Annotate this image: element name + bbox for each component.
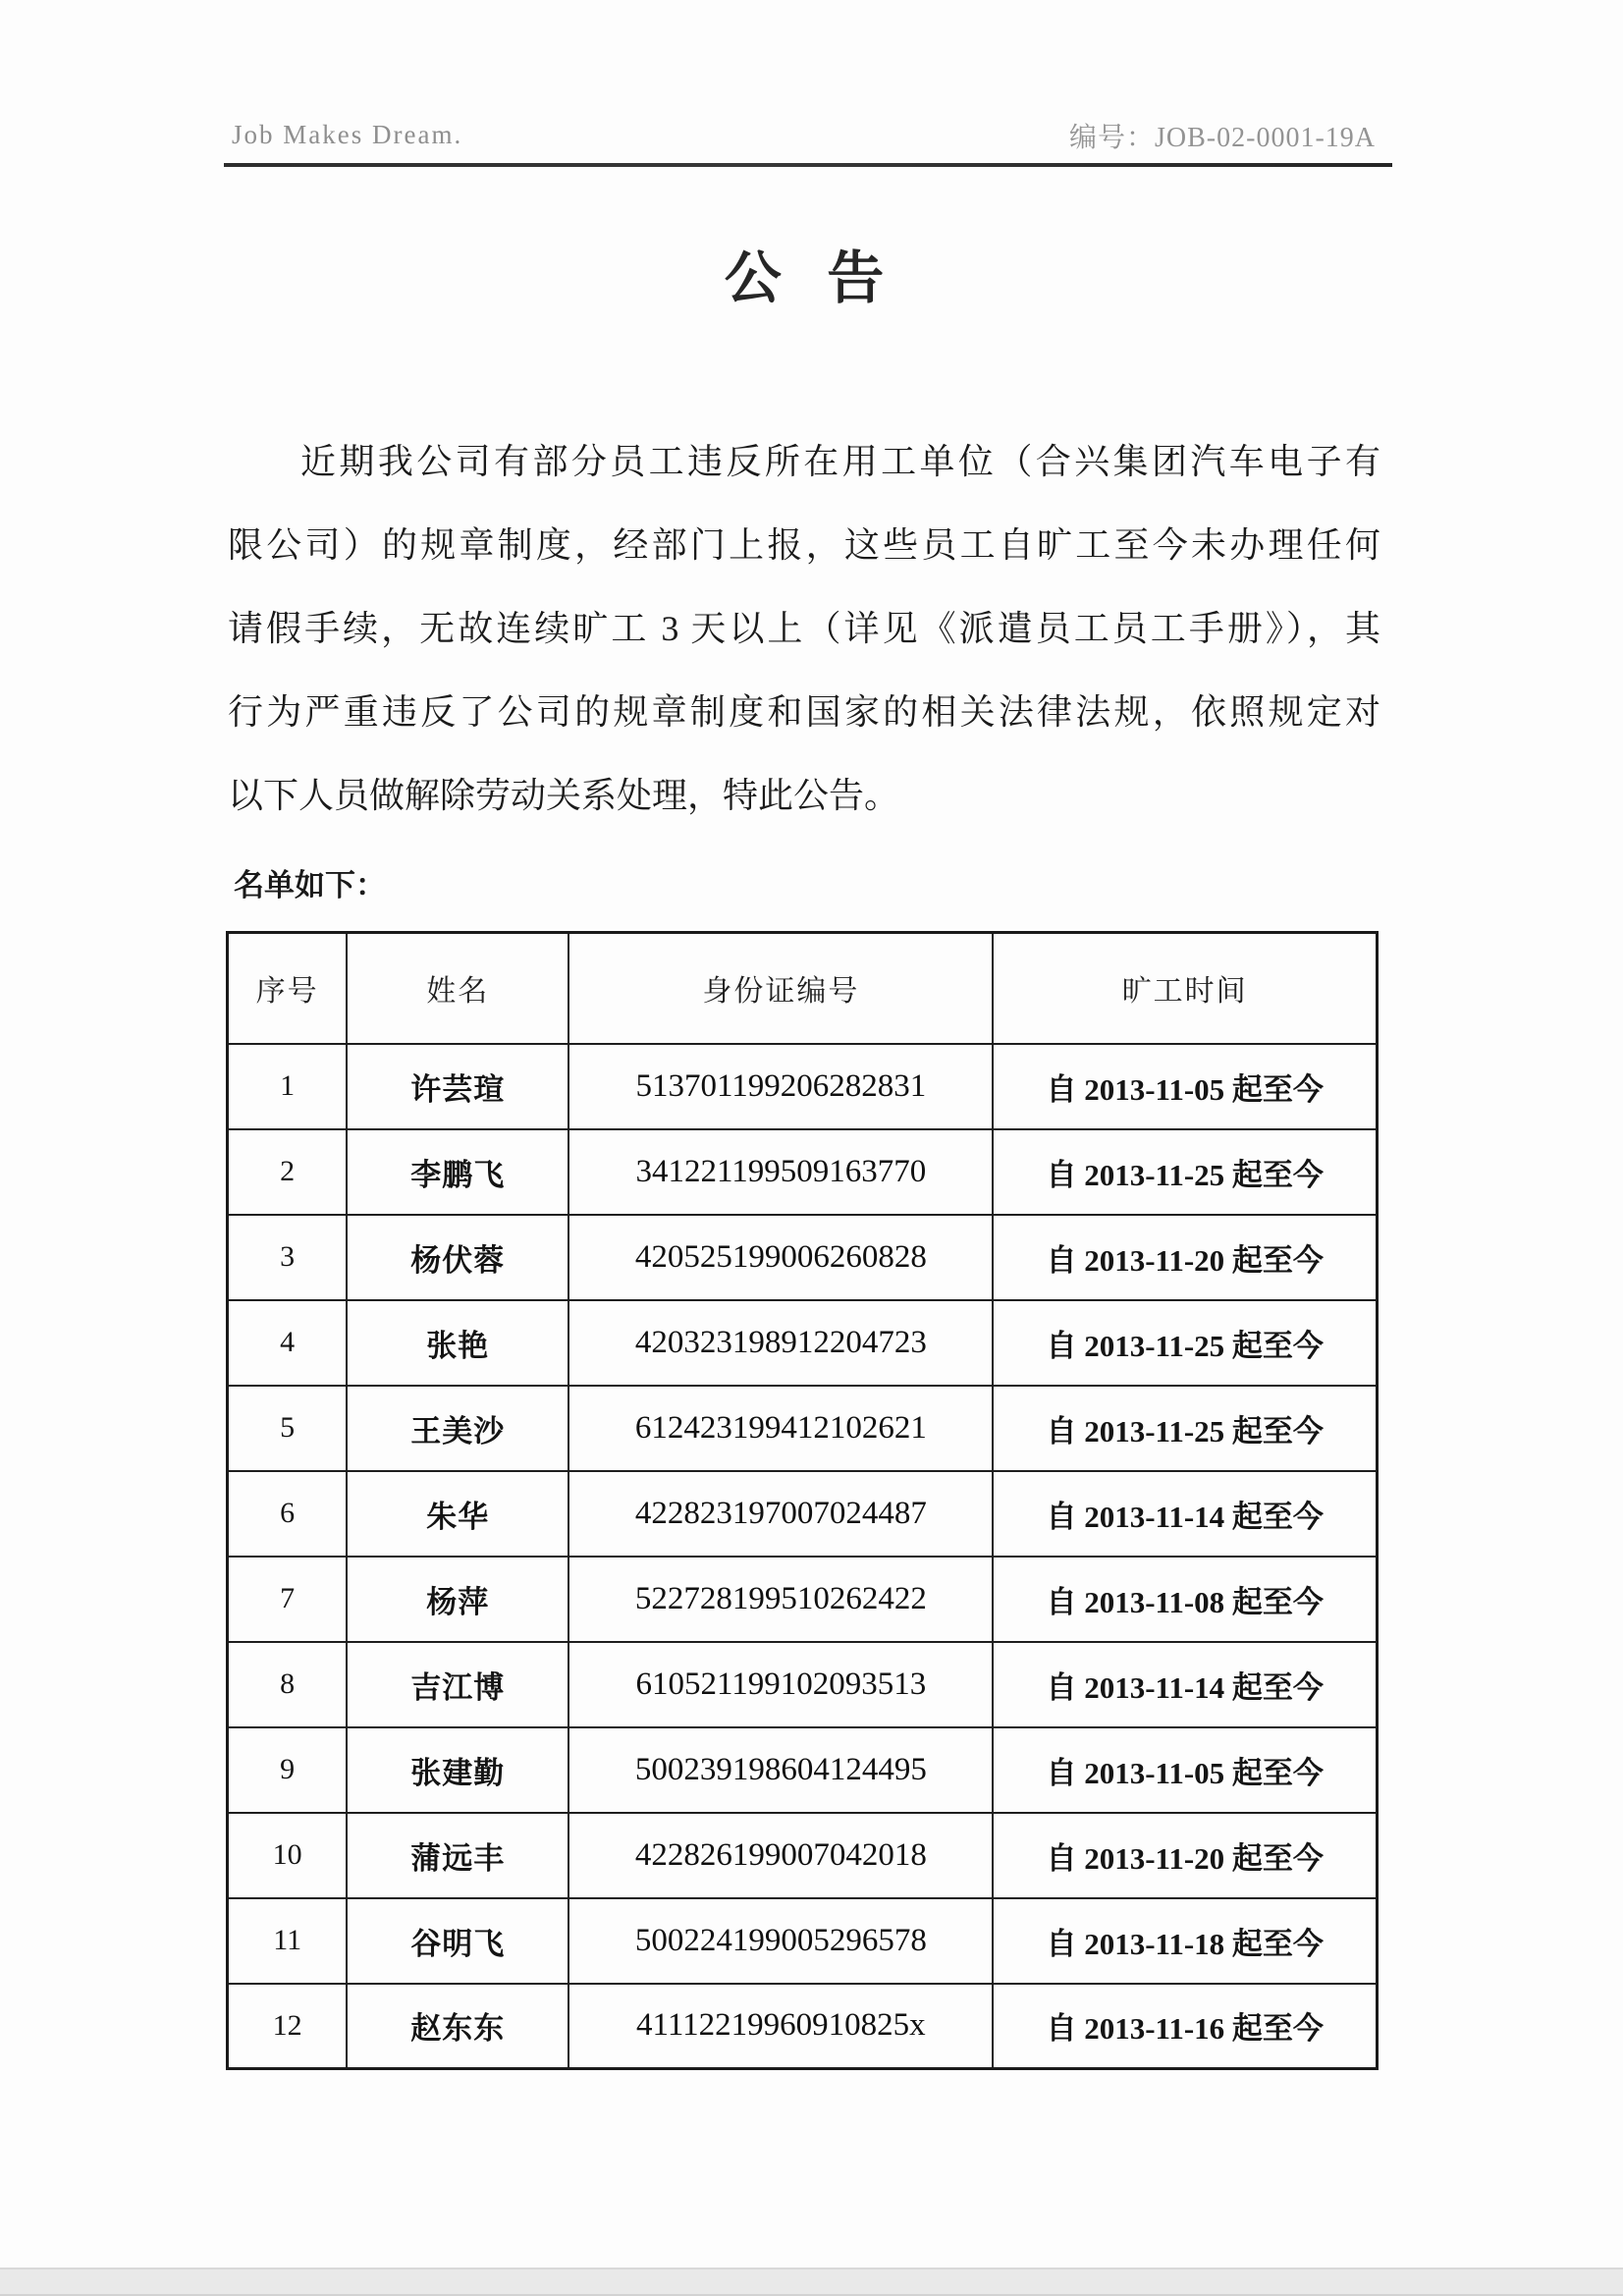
cell-name: 王美沙 [347,1386,568,1471]
cell-name: 李鹏飞 [347,1129,568,1215]
roster-table [226,931,1379,2070]
table-header-cell: 姓名 [347,933,568,1044]
cell-name: 蒲远丰 [347,1813,568,1898]
cell-id: 420323198912204723 [568,1300,993,1386]
header-doc-number: 编号：JOB-02-0001-19A [1069,123,1376,153]
cell-serial: 5 [228,1386,348,1471]
paragraph-line: 请假手续，无故连续旷工 3 天以上（详见《派遣员工员工手册》），其 [228,609,1380,648]
table-row [228,1471,1378,1557]
page-title: 公 告 [724,246,885,310]
table-row [228,1727,1378,1813]
cell-period: 自 2013-11-25 起至今 [993,1300,1377,1386]
cell-id: 522728199510262422 [568,1557,993,1642]
cell-name: 许芸瑄 [347,1044,568,1129]
cell-period: 自 2013-11-18 起至今 [993,1898,1377,1984]
cell-id: 422823197007024487 [568,1471,993,1557]
cell-name: 谷明飞 [347,1898,568,1984]
cell-serial: 11 [228,1898,348,1984]
cell-serial: 3 [228,1215,348,1300]
cell-id: 420525199006260828 [568,1215,993,1300]
cell-id: 500239198604124495 [568,1727,993,1813]
paragraph-line: 近期我公司有部分员工违反所在用工单位（合兴集团汽车电子有 [300,442,1380,481]
header-slogan: Job Makes Dream. [232,120,463,149]
cell-name: 吉江博 [347,1642,568,1727]
cell-id: 341221199509163770 [568,1129,993,1215]
cell-period: 自 2013-11-05 起至今 [993,1727,1377,1813]
paragraph-line: 以下人员做解除劳动关系处理，特此公告。 [228,776,900,815]
cell-period: 自 2013-11-25 起至今 [993,1129,1377,1215]
cell-name: 张建勤 [347,1727,568,1813]
roster-list-label: 名单如下： [234,868,386,902]
table-header-cell: 身份证编号 [568,933,993,1044]
scan-bottom-edge [0,2268,1623,2296]
cell-period: 自 2013-11-14 起至今 [993,1471,1377,1557]
body-paragraph [228,420,1380,838]
table-row [228,1984,1378,2069]
cell-id: 422826199007042018 [568,1813,993,1898]
table-row [228,1215,1378,1300]
cell-serial: 9 [228,1727,348,1813]
table-row [228,1044,1378,1129]
table-row [228,1898,1378,1984]
cell-period: 自 2013-11-20 起至今 [993,1813,1377,1898]
cell-serial: 2 [228,1129,348,1215]
cell-period: 自 2013-11-14 起至今 [993,1642,1377,1727]
table-row [228,1642,1378,1727]
table-header-cell: 旷工时间 [993,933,1377,1044]
table-row [228,1300,1378,1386]
cell-period: 自 2013-11-16 起至今 [993,1984,1377,2069]
table-row [228,1557,1378,1642]
cell-name: 张艳 [347,1300,568,1386]
cell-period: 自 2013-11-08 起至今 [993,1557,1377,1642]
cell-serial: 10 [228,1813,348,1898]
cell-period: 自 2013-11-20 起至今 [993,1215,1377,1300]
cell-period: 自 2013-11-05 起至今 [993,1044,1377,1129]
header-divider [224,163,1392,167]
cell-name: 杨萍 [347,1557,568,1642]
cell-id: 610521199102093513 [568,1642,993,1727]
cell-serial: 1 [228,1044,348,1129]
cell-serial: 8 [228,1642,348,1727]
cell-name: 杨伏蓉 [347,1215,568,1300]
cell-id: 513701199206282831 [568,1044,993,1129]
cell-period: 自 2013-11-25 起至今 [993,1386,1377,1471]
cell-name: 朱华 [347,1471,568,1557]
cell-serial: 6 [228,1471,348,1557]
table-body [228,1044,1378,2069]
cell-serial: 12 [228,1984,348,2069]
table-row [228,1813,1378,1898]
cell-name: 赵东东 [347,1984,568,2069]
table-row [228,1386,1378,1471]
paragraph-line: 行为严重违反了公司的规章制度和国家的相关法律法规，依照规定对 [228,692,1380,732]
cell-id: 41112219960910825x [568,1984,993,2069]
cell-id: 612423199412102621 [568,1386,993,1471]
cell-serial: 7 [228,1557,348,1642]
paragraph-line: 限公司）的规章制度，经部门上报，这些员工自旷工至今未办理任何 [228,525,1380,565]
table-row [228,1129,1378,1215]
cell-id: 500224199005296578 [568,1898,993,1984]
cell-serial: 4 [228,1300,348,1386]
table-header-cell: 序号 [228,933,348,1044]
table-header-row [228,933,1378,1044]
